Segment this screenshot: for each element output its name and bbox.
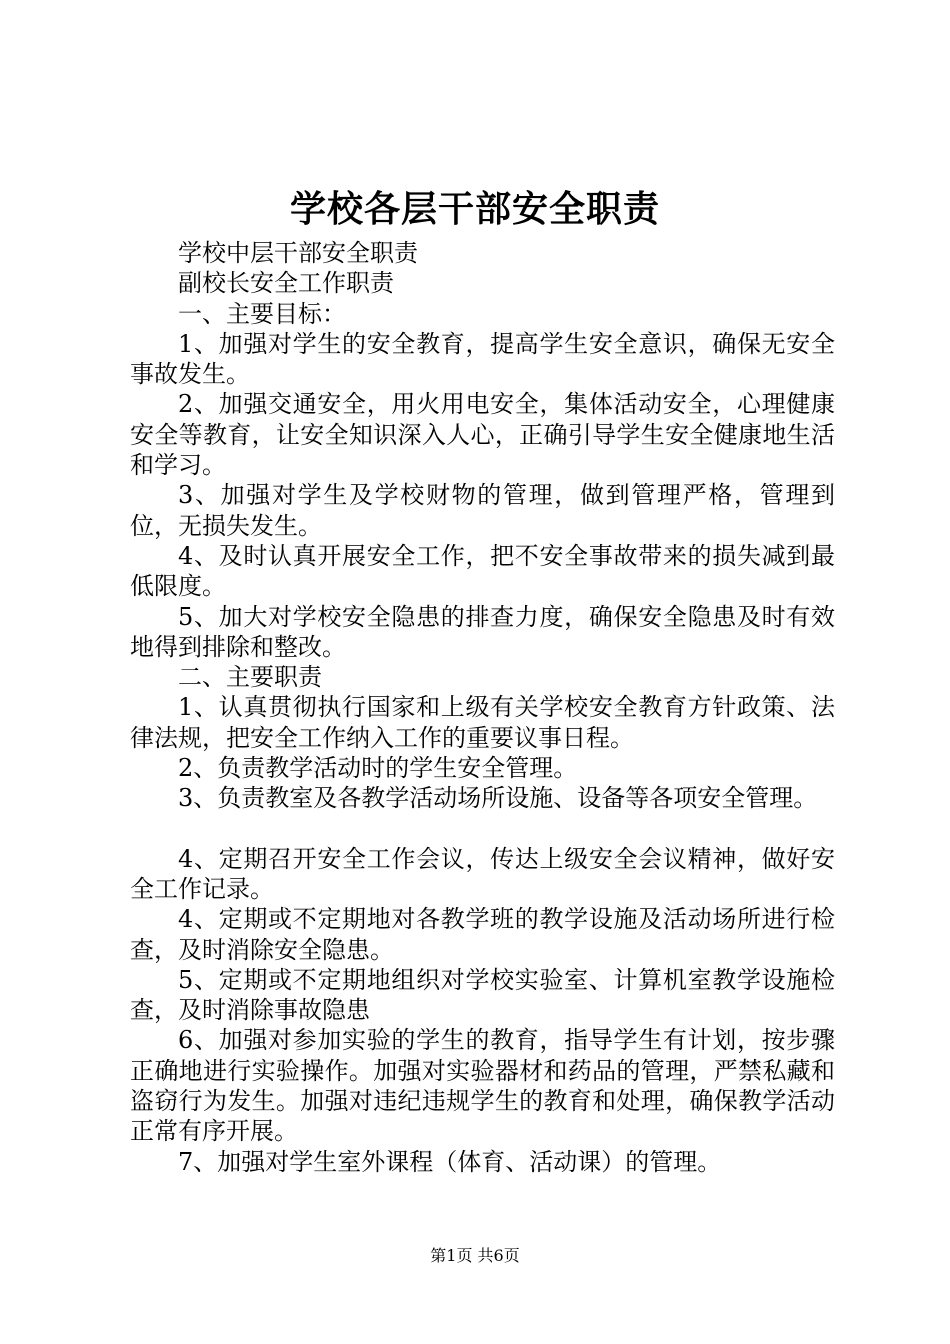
paragraph: 1、认真贯彻执行国家和上级有关学校安全教育方针政策、法律法规，把安全工作纳入工作的重要议事日程。 [130,693,835,752]
paragraph: 2、加强交通安全，用火用电安全，集体活动安全，心理健康安全等教育，让安全知识深入人心，正确引导学生安全健康地生活和学习。 [130,390,835,480]
document-body [130,238,835,1177]
paragraph: 6、加强对参加实验的学生的教育，指导学生有计划，按步骤正确地进行实验操作。加强对实验器材和药品的管理，严禁私藏和盗窃行为发生。加强对违纪违规学生的教育和处理，确保教学活动正常有序开展。 [130,1026,835,1146]
paragraph: 副校长安全工作职责 [178,269,394,298]
paragraph: 1、加强对学生的安全教育，提高学生安全意识，确保无安全事故发生。 [130,329,835,389]
paragraph: 4、定期召开安全工作会议，传达上级安全会议精神，做好安全工作记录。 [130,844,835,903]
paragraph: 4、定期或不定期地对各教学班的教学设施及活动场所进行检查，及时消除安全隐患。 [130,905,835,964]
paragraph: 学校中层干部安全职责 [178,239,418,267]
paragraph: 3、加强对学生及学校财物的管理，做到管理严格，管理到位，无损失发生。 [130,481,835,540]
paragraph: 3、负责教室及各教学活动场所设施、设备等各项安全管理。 [178,784,818,813]
document-title: 学校各层干部安全职责 [289,188,660,230]
paragraph: 7、加强对学生室外课程（体育、活动课）的管理。 [178,1147,722,1176]
paragraph: 5、定期或不定期地组织对学校实验室、计算机室教学设施检查，及时消除事故隐患 [130,965,835,1025]
paragraph: 一、主要目标： [178,299,346,328]
paragraph: 二、主要职责 [178,663,322,692]
paragraph: 2、负责教学活动时的学生安全管理。 [178,754,578,783]
page-footer: 第1页 共6页 [430,1246,520,1265]
paragraph: 4、及时认真开展安全工作，把不安全事故带来的损失减到最低限度。 [130,541,835,601]
paragraph: 5、加大对学校安全隐患的排查力度，确保安全隐患及时有效地得到排除和整改。 [130,602,835,661]
